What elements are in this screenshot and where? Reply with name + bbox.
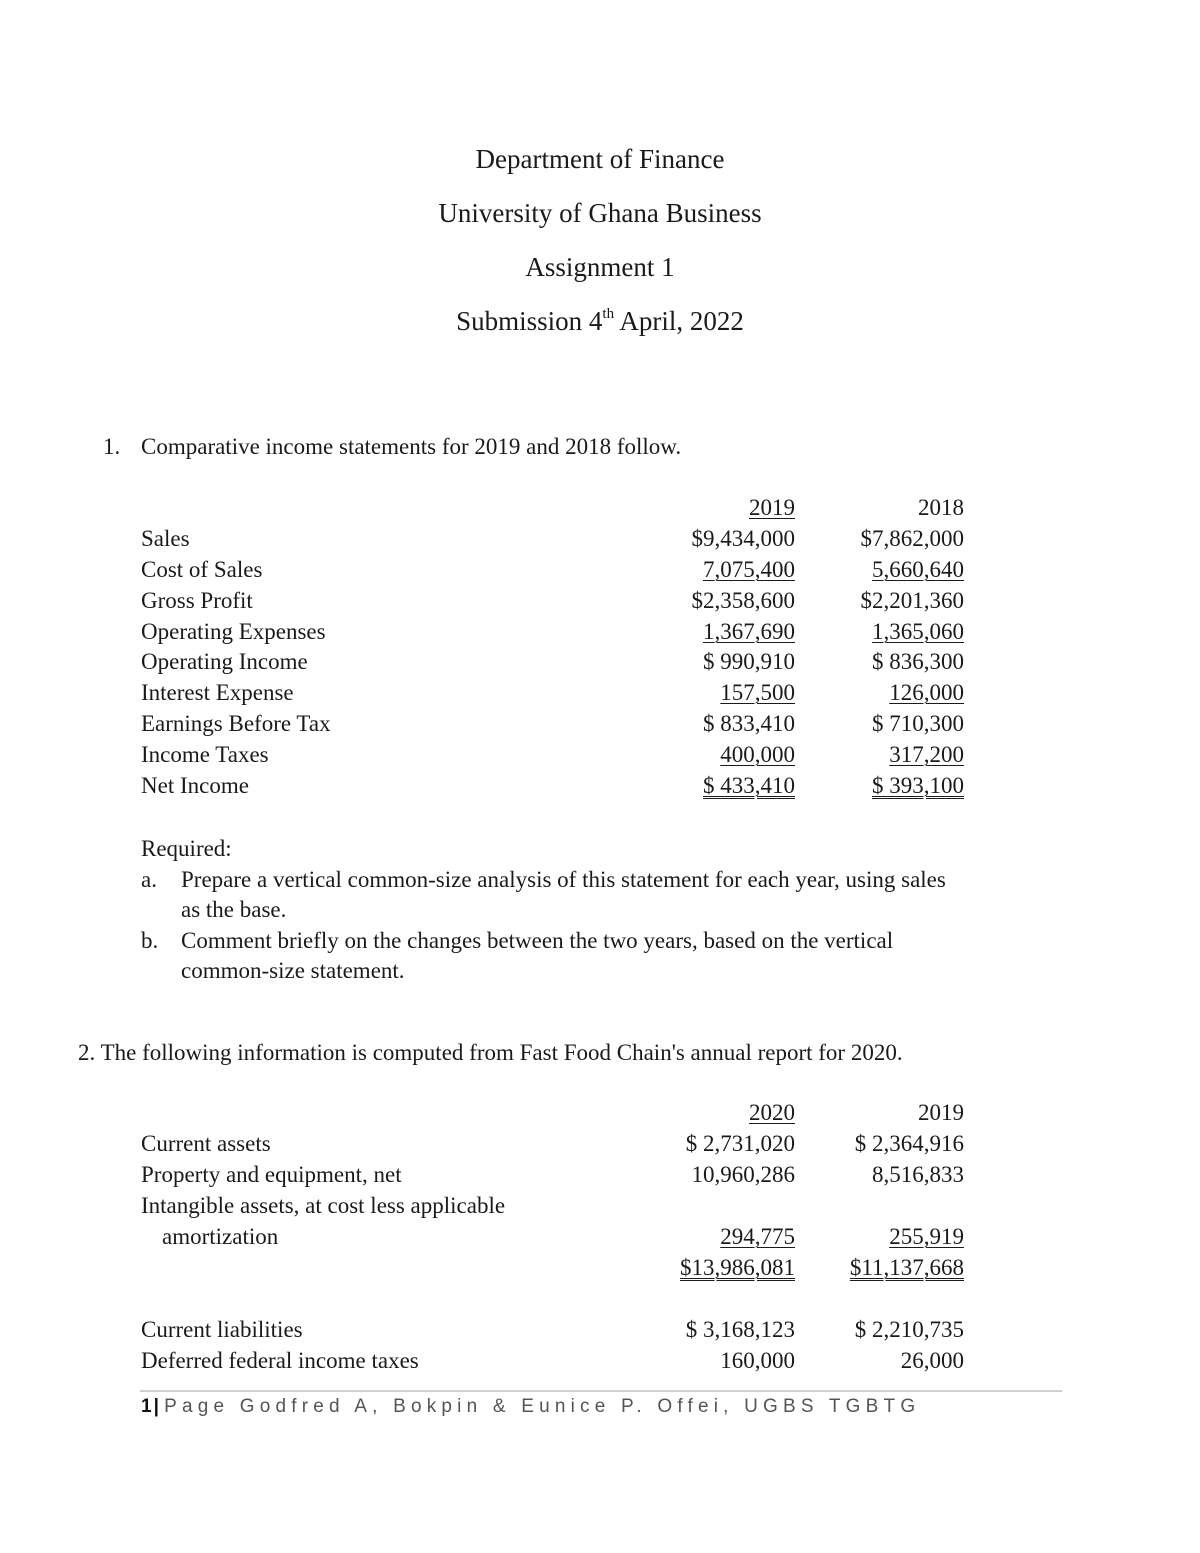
row-current-assets-label: Current assets: [141, 1131, 271, 1156]
row-intangible-2020: 294,775: [720, 1224, 795, 1249]
row-cost-of-sales-2018: 5,660,640: [872, 557, 964, 582]
row-current-assets-2019: $ 2,364,916: [854, 1131, 964, 1156]
row-current-liabilities-2020: $ 3,168,123: [685, 1317, 795, 1342]
row-deferred-taxes-2019: 26,000: [900, 1348, 964, 1373]
row-total-assets-2020: $13,986,081: [680, 1255, 795, 1280]
footer-page-number: 1: [141, 1396, 154, 1417]
required-item-b-mark: b.: [141, 928, 159, 953]
q2-text: 2. The following information is computed from Fast Food Chain's annual report for 2020.: [78, 1040, 903, 1065]
row-cost-of-sales-label: Cost of Sales: [141, 557, 263, 582]
row-intangible-label-line2: amortization: [162, 1224, 279, 1249]
q1-col-header-2018: 2018: [918, 495, 964, 520]
row-sales-2018: $7,862,000: [860, 526, 964, 551]
row-property-2020: 10,960,286: [691, 1162, 795, 1187]
q2-col-header-2019: 2019: [918, 1100, 964, 1125]
row-gross-profit-2018: $2,201,360: [860, 588, 964, 613]
university-title: University of Ghana Business: [438, 198, 762, 228]
row-property-label: Property and equipment, net: [141, 1162, 402, 1187]
row-gross-profit-label: Gross Profit: [141, 588, 253, 613]
row-intangible-label-line1: Intangible assets, at cost less applicable: [141, 1193, 506, 1218]
required-item-a-text: Prepare a vertical common-size analysis of this statement for each year, using sales as the base.: [181, 867, 946, 922]
submission-suffix: April, 2022: [614, 306, 744, 336]
row-current-assets-2020: $ 2,731,020: [685, 1131, 795, 1156]
department-title: Department of Finance: [475, 144, 725, 174]
row-earnings-before-tax-2019: $ 833,410: [703, 711, 795, 736]
row-income-taxes-label: Income Taxes: [141, 742, 269, 767]
required-item-b-text: Comment briefly on the changes between the two years, based on the vertical common-size statement.: [181, 928, 894, 983]
row-net-income-label: Net Income: [141, 773, 249, 798]
row-interest-expense-2018: 126,000: [889, 680, 964, 705]
row-current-liabilities-label: Current liabilities: [141, 1317, 303, 1342]
row-interest-expense-2019: 157,500: [720, 680, 795, 705]
row-cost-of-sales-2019: 7,075,400: [703, 557, 795, 582]
submission-superscript: th: [602, 306, 615, 322]
footer-separator: |: [153, 1396, 165, 1417]
q1-text: Comparative income statements for 2019 and 2018 follow.: [141, 434, 682, 459]
q1-number: 1.: [103, 434, 121, 459]
row-operating-expenses-label: Operating Expenses: [141, 619, 326, 644]
row-deferred-taxes-label: Deferred federal income taxes: [141, 1348, 419, 1373]
required-label: Required:: [141, 836, 232, 861]
row-intangible-2019: 255,919: [889, 1224, 964, 1249]
row-deferred-taxes-2020: 160,000: [720, 1348, 795, 1373]
row-total-assets-2019: $11,137,668: [849, 1255, 964, 1280]
q1-col-header-2019: 2019: [749, 495, 795, 520]
submission-prefix: Submission 4: [456, 306, 603, 336]
row-earnings-before-tax-label: Earnings Before Tax: [141, 711, 331, 736]
assignment-title: Assignment 1: [525, 252, 675, 282]
row-operating-income-2019: $ 990,910: [703, 649, 795, 674]
row-interest-expense-label: Interest Expense: [141, 680, 294, 705]
row-sales-label: Sales: [141, 526, 190, 551]
row-operating-income-2018: $ 836,300: [872, 649, 964, 674]
row-income-taxes-2019: 400,000: [720, 742, 795, 767]
row-gross-profit-2019: $2,358,600: [691, 588, 795, 613]
footer-text: Page Godfred A, Bokpin & Eunice P. Offei, UGBS TGBTG: [164, 1396, 921, 1417]
required-item-a-mark: a.: [141, 867, 157, 892]
page-footer: [141, 1396, 920, 1418]
row-operating-income-label: Operating Income: [141, 649, 308, 674]
row-operating-expenses-2019: 1,367,690: [703, 619, 795, 644]
row-property-2019: 8,516,833: [872, 1162, 964, 1187]
submission-date: [0, 305, 1200, 337]
row-net-income-2018: $ 393,100: [872, 773, 964, 798]
row-net-income-2019: $ 433,410: [703, 773, 795, 798]
row-income-taxes-2018: 317,200: [889, 742, 964, 767]
row-sales-2019: $9,434,000: [691, 526, 795, 551]
footer-divider: [140, 1390, 1062, 1392]
row-earnings-before-tax-2018: $ 710,300: [872, 711, 964, 736]
row-current-liabilities-2019: $ 2,210,735: [854, 1317, 964, 1342]
q2-col-header-2020: 2020: [749, 1100, 795, 1125]
row-operating-expenses-2018: 1,365,060: [872, 619, 964, 644]
